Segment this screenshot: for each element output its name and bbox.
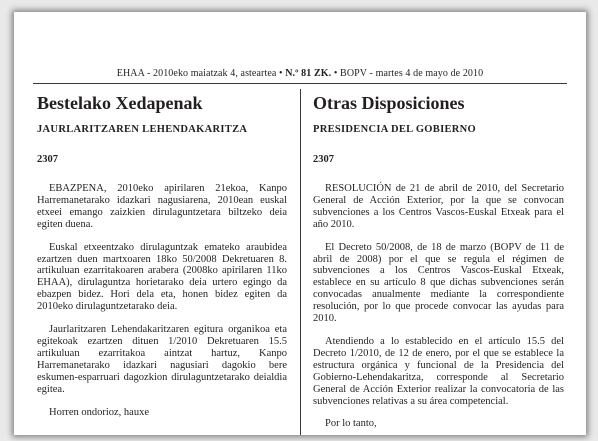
basque-column (37, 92, 287, 429)
header-basque-edition: EHAA - 2010eko maiatzak 4, asteartea (116, 68, 277, 79)
organization-heading: PRESIDENCIA DEL GOBIERNO (313, 124, 476, 135)
paragraph: Atendiendo a lo establecido en el artículo 15.5 del Decreto 1/2010, de 12 de enero, por el que se establece la estructura orgánica y funcional de la Presidencia del Gobierno-Lehendakaritza, corresponde al Secretario General de Acción Exterior realizar la convocatoria de las subvenciones relativas a su área competencial. (313, 335, 564, 407)
paragraph: Por lo tanto, (325, 418, 377, 430)
spanish-column (313, 92, 564, 441)
column-divider (300, 89, 301, 435)
document-page (14, 12, 586, 435)
page-header (14, 68, 586, 79)
paragraph: Euskal etxeentzako dirulaguntzak emateko araubidea ezartzen duen martxoaren 18ko 50/2008 Dekretuaren 8. artikuluan ezarritakoaren arabera (2008ko apirilaren 11ko EHAA), dirulaguntza horietarako deia urtero egingo da ebazpen bidez. Hori dela eta, honen bidez egiten da 2010eko dirulaguntzetarako deia. (37, 241, 287, 313)
header-separator: • (279, 68, 283, 79)
paragraph: RESOLUCIÓN de 21 de abril de 2010, del Secretario General de Acción Exterior, por la que se convocan subvenciones a los Centros Vascos-Euskal Etxeak para el año 2010. (313, 183, 564, 230)
paragraph: El Decreto 50/2008, de 18 de marzo (BOPV de 11 de abril de 2008) por el que se regula el régimen de subvenciones a los Centros Vascos-Euskal Etxeak, establece en su artículo 8 que dichas subvenciones serán convocadas anualmente mediante la correspondiente resolución, por lo que procede convocar las ayudas para 2010. (313, 241, 564, 325)
document-number: 2307 (37, 154, 58, 165)
organization-heading: JAURLARITZAREN LEHENDAKARITZA (37, 124, 248, 135)
section-title: Otras Disposiciones (313, 93, 465, 113)
paragraph: Horren ondorioz, hauxe (49, 406, 150, 418)
header-spanish-edition: BOPV - martes 4 de mayo de 2010 (340, 68, 484, 79)
document-number: 2307 (313, 154, 334, 165)
header-separator: • (333, 68, 338, 79)
section-title: Bestelako Xedapenak (37, 93, 203, 113)
paragraph: Jaurlaritzaren Lehendakaritzaren egitura organikoa eta egitekoak ezartzen dituen 1/2010 Dekretuaren 15.5 artikuluan ezarritakoa aintzat hartuz, Kanpo Harremanetarako idazkari nagusiari dagokio bere eskumen-esparruari dagozkion dirulaguntzetarako deialdia egitea. (37, 324, 287, 395)
paragraph: EBAZPENA, 2010eko apirilaren 21ekoa, Kanpo Harremanetarako idazkari nagusiarena, 2010ean euskal etxeei emango zaizkien dirulaguntzetara biltzeko deia egiten duena. (37, 183, 287, 230)
header-issue-number: N.º 81 ZK. (285, 68, 332, 79)
header-rule (33, 83, 567, 84)
